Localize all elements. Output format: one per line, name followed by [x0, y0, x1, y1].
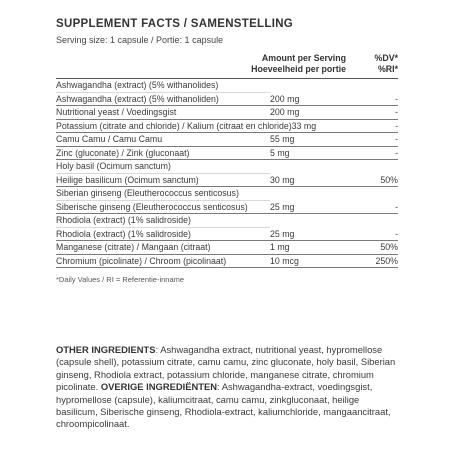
dv-value: -	[395, 228, 398, 239]
amount-header-nl: Hoeveelheid per portie	[251, 64, 346, 74]
ingredient-name	[56, 255, 270, 268]
dv-value: -	[395, 134, 398, 144]
ingredient-name	[56, 160, 270, 186]
amount-value: 200 mg	[270, 107, 300, 117]
table-row	[56, 214, 398, 241]
serving-size: Serving size: 1 capsule / Portie: 1 capsule	[56, 35, 224, 45]
amount-value: 5 mg	[270, 147, 290, 158]
amount-value: 55 mg	[270, 134, 295, 144]
ingredient-dv	[355, 120, 398, 133]
ingredient-name-nl: Siberische ginseng (Eleutherococcus senticosus)	[56, 201, 248, 212]
ingredient-name-en: Holy basil (Ocimum sanctum)	[56, 160, 270, 174]
table-row	[56, 79, 398, 106]
ingredient-dv	[346, 79, 398, 105]
ingredient-amount	[270, 214, 346, 240]
ingredient-dv	[346, 106, 398, 119]
ingredient-amount	[270, 106, 346, 119]
ingredient-amount	[270, 147, 346, 160]
dv-header-en: %DV*	[374, 53, 398, 63]
dv-value: -	[395, 201, 398, 212]
ingredients-label-en: OTHER INGREDIENTS	[56, 344, 156, 355]
dv-header	[346, 53, 398, 75]
table-row	[56, 187, 398, 214]
ingredient-name-nl: Rhodiola (extract) (1% salidroside)	[56, 228, 191, 239]
ingredient-name	[56, 147, 270, 160]
ingredient-dv	[346, 160, 398, 186]
ingredient-name	[56, 79, 270, 105]
ingredient-amount	[270, 133, 346, 146]
table-row	[56, 255, 398, 269]
ingredient-name-en: Rhodiola (extract) (1% salidroside)	[56, 214, 270, 228]
dv-header-nl: %RI*	[377, 64, 398, 74]
amount-value: 25 mg	[270, 228, 295, 239]
ingredient-amount	[270, 241, 346, 254]
ingredient-name-en: Siberian ginseng (Eleutherococcus senticosus)	[56, 187, 270, 201]
ingredient-amount	[292, 120, 355, 133]
ingredient-name-line: Nutritional yeast / Voedingsgist	[56, 107, 177, 117]
ingredient-dv	[346, 147, 398, 160]
ingredient-name-en: Ashwagandha (extract) (5% withanolides)	[56, 79, 270, 93]
dv-value: 50%	[380, 174, 398, 185]
dv-value: -	[395, 120, 398, 131]
table-row	[56, 120, 398, 134]
ingredient-name-line: Zinc (gluconate) / Zink (gluconaat)	[56, 147, 190, 158]
ingredient-name-nl: Heilige basilicum (Ocimum sanctum)	[56, 174, 199, 185]
ingredient-amount	[270, 187, 346, 213]
ingredient-name-line: Potassium (citrate and chloride) / Kalium (citraat en chloride)	[56, 120, 292, 131]
ingredient-name-line: Manganese (citrate) / Mangaan (citraat)	[56, 242, 211, 252]
dv-value: -	[395, 93, 398, 104]
amount-value: 25 mg	[270, 201, 295, 212]
ingredient-dv	[346, 187, 398, 213]
ingredient-amount	[270, 160, 346, 186]
dv-value: 50%	[380, 242, 398, 252]
ingredient-name	[56, 187, 270, 213]
ingredient-name	[56, 214, 270, 240]
ingredient-name-line: Camu Camu / Camu Camu	[56, 134, 163, 144]
amount-value: 1 mg	[270, 242, 290, 252]
ingredient-dv	[346, 133, 398, 146]
ingredient-dv	[346, 241, 398, 254]
ingredient-amount	[270, 255, 346, 268]
ingredient-name-line: Chromium (picolinate) / Chroom (picolinaat)	[56, 255, 227, 266]
supplement-facts-table	[56, 53, 398, 268]
amount-value: 33 mg	[291, 120, 317, 131]
ingredient-name-nl: Ashwagandha (extract) (5% withanoliden)	[56, 93, 219, 104]
daily-value-footnote: *Daily Values / RI = Referentie-inname	[56, 275, 185, 284]
amount-value: 30 mg	[270, 174, 295, 185]
ingredient-name	[56, 120, 292, 133]
ingredient-dv	[346, 214, 398, 240]
ingredients-label-nl: OVERIGE INGREDIËNTEN	[100, 381, 217, 393]
table-row	[56, 106, 398, 120]
ingredient-name	[56, 106, 270, 119]
table-row	[56, 133, 398, 147]
ingredient-name	[56, 241, 270, 254]
panel-title: SUPPLEMENT FACTS / SAMENSTELLING	[56, 18, 294, 30]
ingredient-name	[56, 133, 270, 146]
dv-value: -	[395, 147, 398, 158]
table-row	[56, 147, 398, 161]
amount-header-en: Amount per Serving	[261, 53, 346, 63]
table-row	[56, 241, 398, 255]
other-ingredients	[56, 344, 401, 431]
amount-value: 200 mg	[270, 93, 300, 104]
dv-value: -	[395, 107, 398, 117]
table-header	[56, 53, 398, 79]
ingredient-amount	[270, 79, 346, 105]
ingredients-text-en: : Ashwagandha extract, nutritional yeast, hypromellose (capsule shell), potassium citrate, camu camu, zinc gluconate, holy basil, Siberian ginseng, Rhodiola extract, potassium chloride, manganese citrate, chromium picolinate.	[56, 344, 396, 393]
table-row	[56, 160, 398, 187]
amount-header	[224, 53, 346, 75]
ingredients-text-nl: : Ashwagandha-extract, voedingsgist, hypromellose (capsule), kaliumcitraat, camu camu, zinkgluconaat, heilige basilicum, Siberische ginseng, Rhodiola-extract, kaliumchloride, mangaancitraat, chroompicolinaat.	[56, 381, 391, 430]
amount-value: 10 mcg	[270, 255, 299, 266]
dv-value: 250%	[375, 255, 398, 266]
ingredient-dv	[346, 255, 398, 268]
